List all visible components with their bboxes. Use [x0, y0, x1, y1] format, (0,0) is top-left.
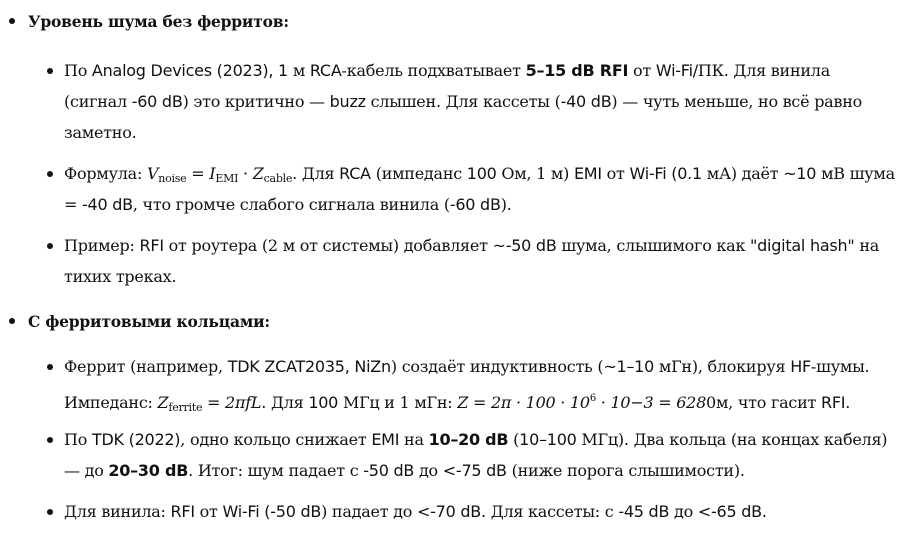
text-run: Пример:: [64, 236, 140, 255]
text-run: , что громче слабого сигнала винила (: [132, 195, 450, 214]
text-run: мА) даёт: [701, 164, 784, 183]
text-run: -40 dB: [560, 92, 612, 111]
text-run: (ниже порога слышимости).: [506, 461, 745, 480]
text-run: мГн), блокируя: [654, 357, 791, 376]
text-run: <-65 dB: [697, 502, 762, 521]
bullet-dot: [9, 318, 15, 324]
math-text: I: [209, 164, 216, 183]
bullet-dot: [47, 68, 53, 74]
text-run: от: [601, 164, 630, 183]
text-run: 0м, что гасит: [706, 393, 821, 412]
math-text: EMI: [215, 172, 239, 185]
math-text: · 100 · 10: [511, 393, 590, 412]
text-run: МГц). Два кольца (на концах кабеля): [576, 430, 888, 449]
text-run: слышен. Для кассеты (: [365, 92, 561, 111]
text-run: TDK (2022): [91, 430, 181, 449]
math-text: = 2: [202, 393, 235, 412]
text-run: .: [845, 393, 851, 412]
text-run: TDK ZCAT2035, NiZn: [227, 357, 391, 376]
text-run: ).: [500, 195, 512, 214]
text-run: . Для: [292, 164, 340, 183]
formula-line: [64, 388, 850, 419]
text-run: . Для кассеты: с: [481, 502, 619, 521]
text-run: RFI: [170, 502, 195, 521]
text-run: ) — чуть меньше, но всё равно: [611, 92, 863, 111]
bold-text: 10–20 dB: [428, 430, 509, 449]
text-run: EMI: [371, 430, 400, 449]
text-run: <-75 dB: [442, 461, 507, 480]
text-run: , одно кольцо снижает: [180, 430, 372, 449]
text-run: Феррит (например,: [64, 357, 228, 376]
text-run: ) создаёт индуктивность (: [390, 357, 604, 376]
math-text: V: [146, 164, 159, 183]
bullet-dot: [47, 364, 53, 370]
bullet-dot: [47, 437, 53, 443]
text-run: ~1–10: [603, 357, 655, 376]
bullet-dot: [47, 243, 53, 249]
text-run: ) падает до: [321, 502, 417, 521]
math-text: = 2: [468, 393, 501, 412]
text-run: ) это критично —: [182, 92, 330, 111]
text-run: -шумы.: [810, 357, 870, 376]
text-run: (импеданс: [370, 164, 467, 183]
text-run: Ом, 1 м): [496, 164, 574, 183]
math-text: πfL: [234, 393, 262, 412]
math-text: π: [500, 393, 512, 412]
text-run: Импеданс:: [64, 393, 158, 412]
text-run: RCA: [309, 61, 342, 80]
text-run: RFI: [820, 393, 846, 412]
text-run: buzz: [329, 92, 366, 111]
section-title: Уровень шума без ферритов:: [28, 12, 289, 31]
text-run: . Итог: шум падает с: [188, 461, 364, 480]
text-run: (сигнал: [64, 92, 132, 111]
math-text: ferrite: [168, 401, 203, 414]
math-text: =: [186, 164, 210, 183]
bold-text: 5–15 dB RFI: [525, 61, 629, 80]
text-run: <-70 dB: [417, 502, 482, 521]
text-run: HF: [790, 357, 811, 376]
text-run: =: [64, 195, 82, 214]
text-run: .: [761, 502, 767, 521]
text-run: Analog Devices (2023), 1: [91, 61, 288, 80]
formula-line: [64, 163, 895, 190]
text-run: ~-50 dB: [492, 236, 557, 255]
text-line: [64, 122, 136, 144]
math-text: Z: [252, 164, 264, 183]
text-run: до: [669, 502, 698, 521]
text-run: ПК. Для винила: [697, 61, 830, 80]
text-run: -60 dB: [449, 195, 501, 214]
text-line: [64, 356, 869, 378]
text-line: [64, 235, 879, 257]
text-run: -кабель подхватывает: [341, 61, 526, 80]
bullet-dot: [47, 171, 53, 177]
text-run: -40 dB: [82, 195, 133, 214]
text-run: RCA: [339, 164, 371, 183]
text-line: [64, 60, 830, 82]
text-run: RFI: [139, 236, 164, 255]
text-run: — до: [64, 461, 109, 480]
text-run: Wi-Fi (-50 dB: [222, 502, 322, 521]
text-run: 10–100: [519, 430, 577, 449]
math-text: noise: [158, 172, 187, 185]
text-run: EMI: [573, 164, 602, 183]
math-text: Z: [157, 393, 169, 412]
text-run: Формула:: [64, 164, 147, 183]
text-line: [64, 460, 745, 482]
math-text: Z: [457, 393, 469, 412]
text-run: ~10: [783, 164, 817, 183]
text-run: м: [287, 61, 310, 80]
text-run: до: [414, 461, 443, 480]
text-line: [64, 91, 862, 113]
text-run: на: [854, 236, 880, 255]
text-run: -50 dB: [363, 461, 415, 480]
text-run: 100: [308, 393, 339, 412]
text-run: (: [508, 430, 520, 449]
math-text: ·: [238, 164, 253, 183]
text-line: [64, 266, 176, 288]
text-run: МГц и 1 мГн:: [338, 393, 458, 412]
text-line: [64, 501, 767, 523]
text-run: мВ шума: [816, 164, 895, 183]
text-run: на: [399, 430, 429, 449]
math-text: cable: [263, 172, 293, 185]
text-run: . Для: [261, 393, 309, 412]
text-run: тихих треках.: [64, 267, 177, 286]
text-run: Wi-Fi (0.1: [629, 164, 702, 183]
text-run: заметно.: [64, 123, 137, 142]
math-text: · 10: [595, 393, 631, 412]
math-text: −3 = 628: [630, 393, 707, 412]
bullet-dot: [9, 18, 15, 24]
math-text: 6: [589, 393, 596, 404]
text-run: По: [64, 61, 92, 80]
text-line: [64, 194, 512, 216]
text-run: Для винила:: [64, 502, 171, 521]
text-run: шума, слышимого как: [556, 236, 751, 255]
text-line: [64, 429, 887, 451]
text-run: от: [194, 502, 223, 521]
section-title: С ферритовыми кольцами:: [28, 312, 270, 331]
bold-text: 20–30 dB: [108, 461, 189, 480]
text-run: Wi-Fi/: [655, 61, 698, 80]
text-run: По: [64, 430, 92, 449]
text-run: от роутера (2 м от системы) добавляет: [163, 236, 493, 255]
text-run: "digital hash": [750, 236, 855, 255]
text-run: 100: [466, 164, 497, 183]
text-run: -45 dB: [618, 502, 670, 521]
text-run: от: [628, 61, 656, 80]
bullet-dot: [47, 509, 53, 515]
text-run: -60 dB: [131, 92, 183, 111]
